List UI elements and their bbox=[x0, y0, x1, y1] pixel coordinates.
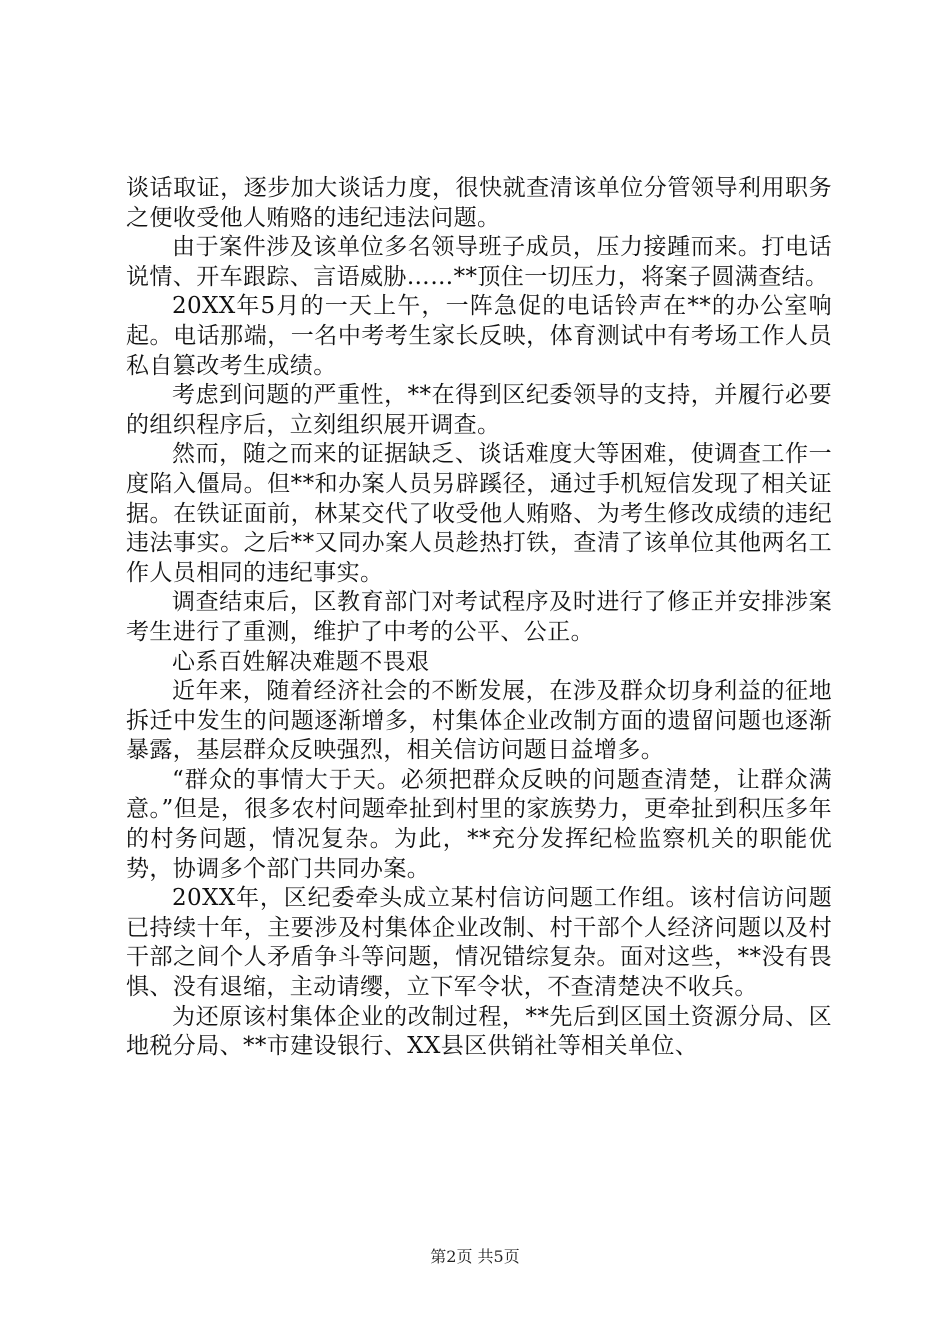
paragraph-5: 然而，随之而来的证据缺乏、谈话难度大等困难，使调查工作一度陷入僵局。但**和办案人员另辟蹊径，通过手机短信发现了相关证据。在铁证面前，林某交代了收受他人贿赂、为考生修改成绩的违纪违法事实。之后**又同办案人员趁热打铁，查清了该单位其他两名工作人员相同的违纪事实。 bbox=[126, 441, 832, 586]
paragraph-8: 近年来，随着经济社会的不断发展，在涉及群众切身利益的征地拆迁中发生的问题逐渐增多，村集体企业改制方面的遗留问题也逐渐暴露，基层群众反映强烈，相关信访问题日益增多。 bbox=[126, 678, 832, 764]
page-footer: 第2页 共5页 bbox=[430, 1247, 520, 1266]
paragraph-6: 调查结束后，区教育部门对考试程序及时进行了修正并安排涉案考生进行了重测，维护了中考的公平、公正。 bbox=[126, 589, 832, 645]
paragraph-4: 考虑到问题的严重性，**在得到区纪委领导的支持，并履行必要的组织程序后，立刻组织展开调查。 bbox=[126, 382, 832, 438]
paragraph-2: 由于案件涉及该单位多名领导班子成员，压力接踵而来。打电话说情、开车跟踪、言语威胁……**顶住一切压力，将案子圆满查结。 bbox=[126, 234, 832, 290]
section-heading: 心系百姓解决难题不畏艰 bbox=[172, 648, 430, 675]
paragraph-3: 20XX年5月的一天上午，一阵急促的电话铃声在**的办公室响起。电话那端，一名中考考生家长反映，体育测试中有考场工作人员私自篡改考生成绩。 bbox=[126, 293, 832, 379]
paragraph-1: 谈话取证，逐步加大谈话力度，很快就查清该单位分管领导利用职务之便收受他人贿赂的违纪违法问题。 bbox=[126, 175, 832, 231]
paragraph-11: 为还原该村集体企业的改制过程，**先后到区国土资源分局、区地税分局、**市建设银行、XX县区供销社等相关单位、 bbox=[126, 1003, 832, 1060]
paragraph-9: “群众的事情大于天。必须把群众反映的问题查清楚，让群众满意。”但是，很多农村问题牵扯到村里的家族势力，更牵扯到积压多年的村务问题，情况复杂。为此，**充分发挥纪检监察机关的职能优势，协调多个部门共同办案。 bbox=[126, 766, 832, 882]
document-body bbox=[126, 174, 832, 1062]
paragraph-10: 20XX年，区纪委牵头成立某村信访问题工作组。该村信访问题已持续十年，主要涉及村集体企业改制、村干部个人经济问题以及村干部之间个人矛盾争斗等问题，情况错综复杂。面对这些，**没有畏惧、没有退缩，主动请缨，立下军令状，不查清楚决不收兵。 bbox=[126, 885, 832, 1001]
